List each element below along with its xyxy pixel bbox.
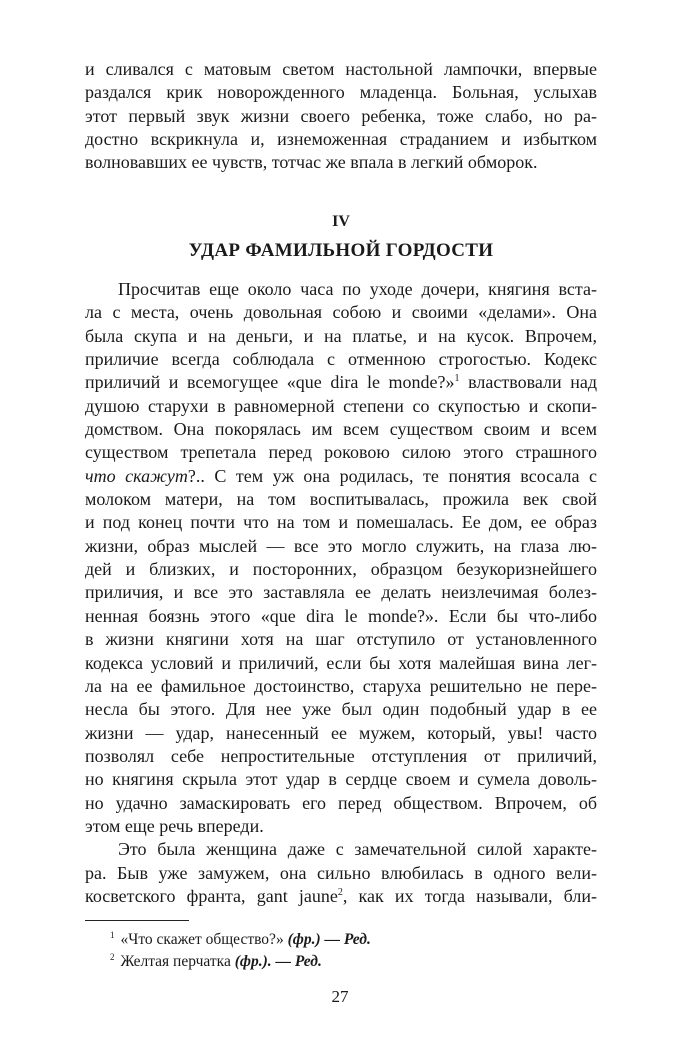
text-span: ла на ее фамильное достоинство, старуха решительно не пере- — [85, 675, 597, 696]
text-span: была скупа и на деньги, и на платье, и на кусок. Впрочем, — [85, 325, 597, 346]
footnote-text: «Что скажет общество?» — [120, 931, 288, 948]
text-line — [85, 745, 597, 768]
text-span: домством. Она покорялась им всем существом своим и всем — [85, 419, 597, 440]
text-line — [85, 558, 597, 581]
text-span: волновавших ее чувств, тотчас же впала в легкий обморок. — [85, 152, 538, 173]
italic-text: что скажут — [85, 465, 188, 486]
text-span: душою старухи в равномерной степени со скупостью и скопи- — [85, 395, 597, 416]
text-span: ра. Быв уже замужем, она сильно влюбилась в одного вели- — [85, 862, 597, 883]
text-span: приличия, и все это заставляла ее делать неизлечимая болез- — [85, 582, 597, 603]
text-span: существом трепетала перед роковою силою этого страшного — [85, 442, 597, 463]
text-span: но княгиня скрыла этот удар в сердце своем и сумела доволь- — [85, 769, 597, 790]
text-span: Просчитав еще около часа по уходе дочери, княгиня вста- — [118, 279, 597, 299]
footnote-reference: 2 — [337, 886, 343, 898]
text-line — [85, 418, 597, 441]
page-number: 27 — [331, 987, 349, 1006]
paragraph — [85, 278, 597, 838]
text-line — [85, 465, 597, 488]
chapter-number: IV — [332, 213, 350, 230]
text-span: позволял себе непростительные отступления от приличий, — [85, 745, 597, 766]
footnote-mark: 2 — [110, 952, 115, 962]
text-span: молоком матери, на том воспитывалась, прожила век свой — [85, 489, 597, 510]
text-span: но удачно замаскировать его перед обществом. Впрочем, об — [85, 792, 597, 813]
text-line — [85, 395, 597, 418]
text-line — [85, 722, 597, 745]
text-span: косветского франта, gant jaune — [85, 885, 338, 906]
text-span: достно вскрикнула и, изнеможенная страданием и избытком — [85, 129, 597, 150]
text-span: и сливался с матовым светом настольной лампочки, впервые — [85, 59, 597, 79]
text-span: властвовали над — [459, 372, 597, 393]
text-line — [85, 511, 597, 534]
text-line — [85, 768, 597, 791]
chapter-heading — [85, 208, 597, 266]
text-span: несла бы этого. Для нее уже был один подобный удар в ее — [85, 699, 597, 720]
text-span: жизни, образ мыслей — все это могло служить, на глаза лю- — [85, 535, 597, 556]
chapter-body — [85, 278, 597, 908]
text-span: этом еще речь впереди. — [85, 815, 264, 836]
text-line — [85, 81, 597, 104]
footnotes — [110, 929, 371, 973]
footnote-divider — [85, 920, 189, 921]
text-span: Это была женщина даже с замечательной силой характе- — [118, 839, 597, 860]
text-span: в жизни княгини хотя на шаг отступило от установленного — [85, 629, 597, 650]
text-span: кодекса условий и приличий, если бы хотя малейшая вина лег- — [85, 652, 597, 673]
text-span: раздался крик новорожденного младенца. Больная, услыхав — [85, 82, 597, 103]
text-line — [85, 128, 597, 151]
footnote-2 — [110, 951, 371, 973]
text-line — [85, 278, 597, 301]
text-line — [85, 652, 597, 675]
text-line — [85, 371, 597, 394]
text-line — [85, 301, 597, 324]
text-span: приличий и всемогущее «que dira le monde?» — [85, 372, 455, 393]
text-span: ?.. С тем уж она родилась, те понятия всосала с — [187, 465, 597, 486]
text-line — [85, 58, 597, 81]
footnote-text: Желтая перчатка — [120, 953, 235, 970]
text-line — [85, 151, 597, 174]
footnote-attribution: (фр.). — Ред. — [234, 953, 322, 970]
text-span: и под конец почти что на том и помешалась. Ее дом, ее образ — [85, 512, 597, 533]
text-span: приличие всегда соблюдала с отменною строгостью. Кодекс — [85, 349, 597, 370]
text-span: дей и близких, и посторонних, образцом безукоризнейшего — [85, 559, 597, 580]
text-line — [85, 581, 597, 604]
text-line — [85, 535, 597, 558]
text-span: жизни — удар, нанесенный ее мужем, который, увы! часто — [85, 722, 597, 743]
chapter-title: УДАР ФАМИЛЬНОЙ ГОРДОСТИ — [188, 240, 494, 261]
text-line — [85, 792, 597, 815]
paragraph — [85, 838, 597, 908]
text-line — [85, 105, 597, 128]
text-line — [85, 348, 597, 371]
text-span: этот первый звук жизни своего ребенка, тоже слабо, но ра- — [85, 105, 597, 126]
text-line — [85, 605, 597, 628]
text-line — [85, 488, 597, 511]
footnote-reference: 1 — [454, 373, 460, 385]
text-span: ненная боязнь этого «que dira le monde?». Если бы что-либо — [85, 605, 597, 626]
footnote-mark: 1 — [110, 930, 115, 940]
footnote-attribution: (фр.) — Ред. — [287, 931, 371, 948]
text-line — [85, 838, 597, 861]
text-line — [85, 628, 597, 651]
text-line — [85, 325, 597, 348]
text-line — [85, 885, 597, 908]
text-line — [85, 441, 597, 464]
text-line — [85, 675, 597, 698]
text-span: ла с места, очень довольная собою и своими «делами». Она — [85, 302, 597, 323]
footnote-1 — [110, 929, 371, 951]
text-line — [85, 698, 597, 721]
text-line — [85, 815, 597, 838]
top-paragraph — [85, 58, 597, 175]
text-span: , как их тогда называли, бли- — [342, 885, 597, 906]
text-line — [85, 862, 597, 885]
